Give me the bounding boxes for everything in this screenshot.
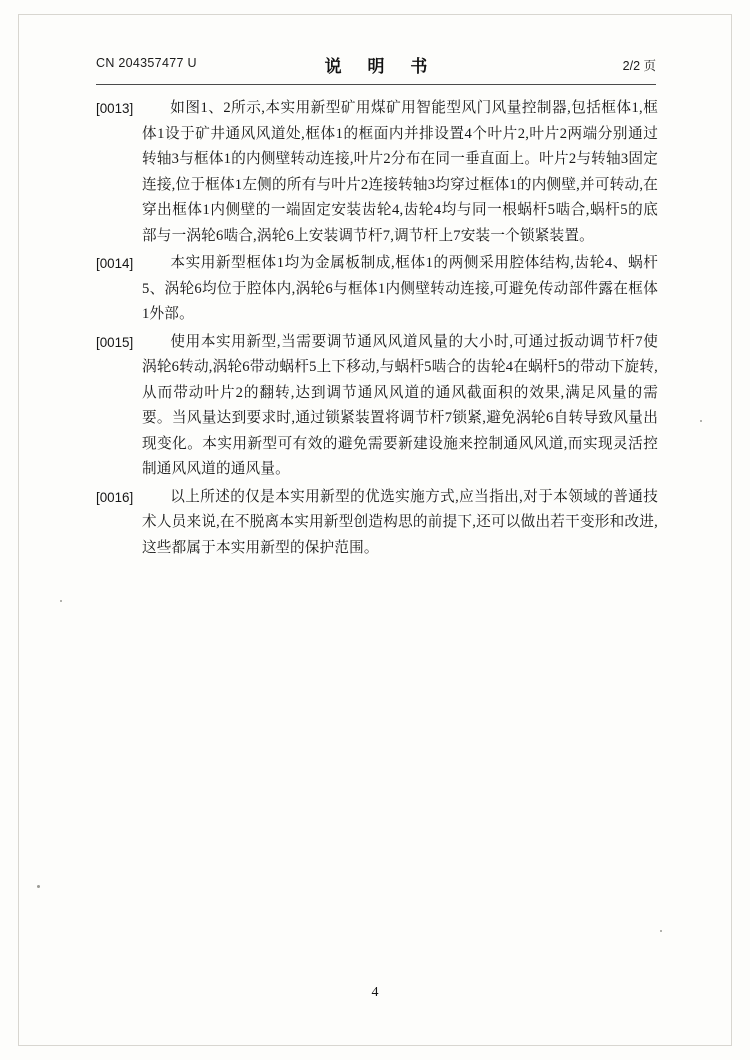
paragraph-0014 [96,251,658,328]
paragraph-text: 如图1、2所示,本实用新型矿用煤矿用智能型风门风量控制器,包括框体1,框体1设于矿井通风风道处,框体1的框面内并排设置4个叶片2,叶片2两端分别通过转轴3与框体1的内侧壁转动连接,叶片2分布在同一垂直面上。叶片2与转轴3固定连接,位于框体1左侧的所有与叶片2连接转轴3均穿过框体1的内侧壁,并可转动,在穿出框体1内侧壁的一端固定安装齿轮4,齿轮4均与同一根蜗杆5啮合,蜗杆5的底部与一涡轮6啮合,涡轮6上安装调节杆7,调节杆上7安装一个锁紧装置。 [142,100,658,244]
paragraph-number: [0013] [96,101,134,116]
publication-number: CN 204357477 U [96,56,197,70]
paragraph-number: [0016] [96,489,134,505]
page-title: 说 明 书 [324,57,438,77]
scan-artifact [700,420,702,422]
scan-artifact [660,930,662,932]
paragraph-text: 本实用新型框体1均为金属板制成,框体1的两侧采用腔体结构,齿轮4、蜗杆5、涡轮6均位于腔体内,涡轮6与框体1内侧壁转动连接,可避免传动部件露在框体1外部。 [142,255,658,322]
paragraph-number: [0014] [96,256,134,271]
paragraph-0016 [96,485,658,562]
scan-artifact [60,600,62,602]
page-indicator: 2/2 页 [622,59,656,73]
page-header [96,52,656,82]
document-body [96,96,658,563]
footer-page-number: 4 [371,985,379,1000]
header-divider [96,84,656,85]
paragraph-number: [0015] [96,334,134,350]
scan-artifact [37,885,40,888]
paragraph-text: 以上所述的仅是本实用新型的优选实施方式,应当指出,对于本领域的普通技术人员来说,在不脱离本实用新型创造构思的前提下,还可以做出若干变形和改进,这些都属于本实用新型的保护范围。 [142,488,658,556]
paragraph-0015 [96,330,658,483]
paragraph-0013 [96,96,658,249]
paragraph-text: 使用本实用新型,当需要调节通风风道风量的大小时,可通过扳动调节杆7使涡轮6转动,涡轮6带动蜗杆5上下移动,与蜗杆5啮合的齿轮4在蜗杆5的带动下旋转,从而带动叶片2的翻转,达到调节通风风道的通风截面积的效果,满足风量的需要。当风量达到要求时,通过锁紧装置将调节杆7锁紧,避免涡轮6自转导致风量出现变化。本实用新型可有效的避免需要新建设施来控制通风风道,而实现灵活控制通风风道的通风量。 [142,333,658,477]
